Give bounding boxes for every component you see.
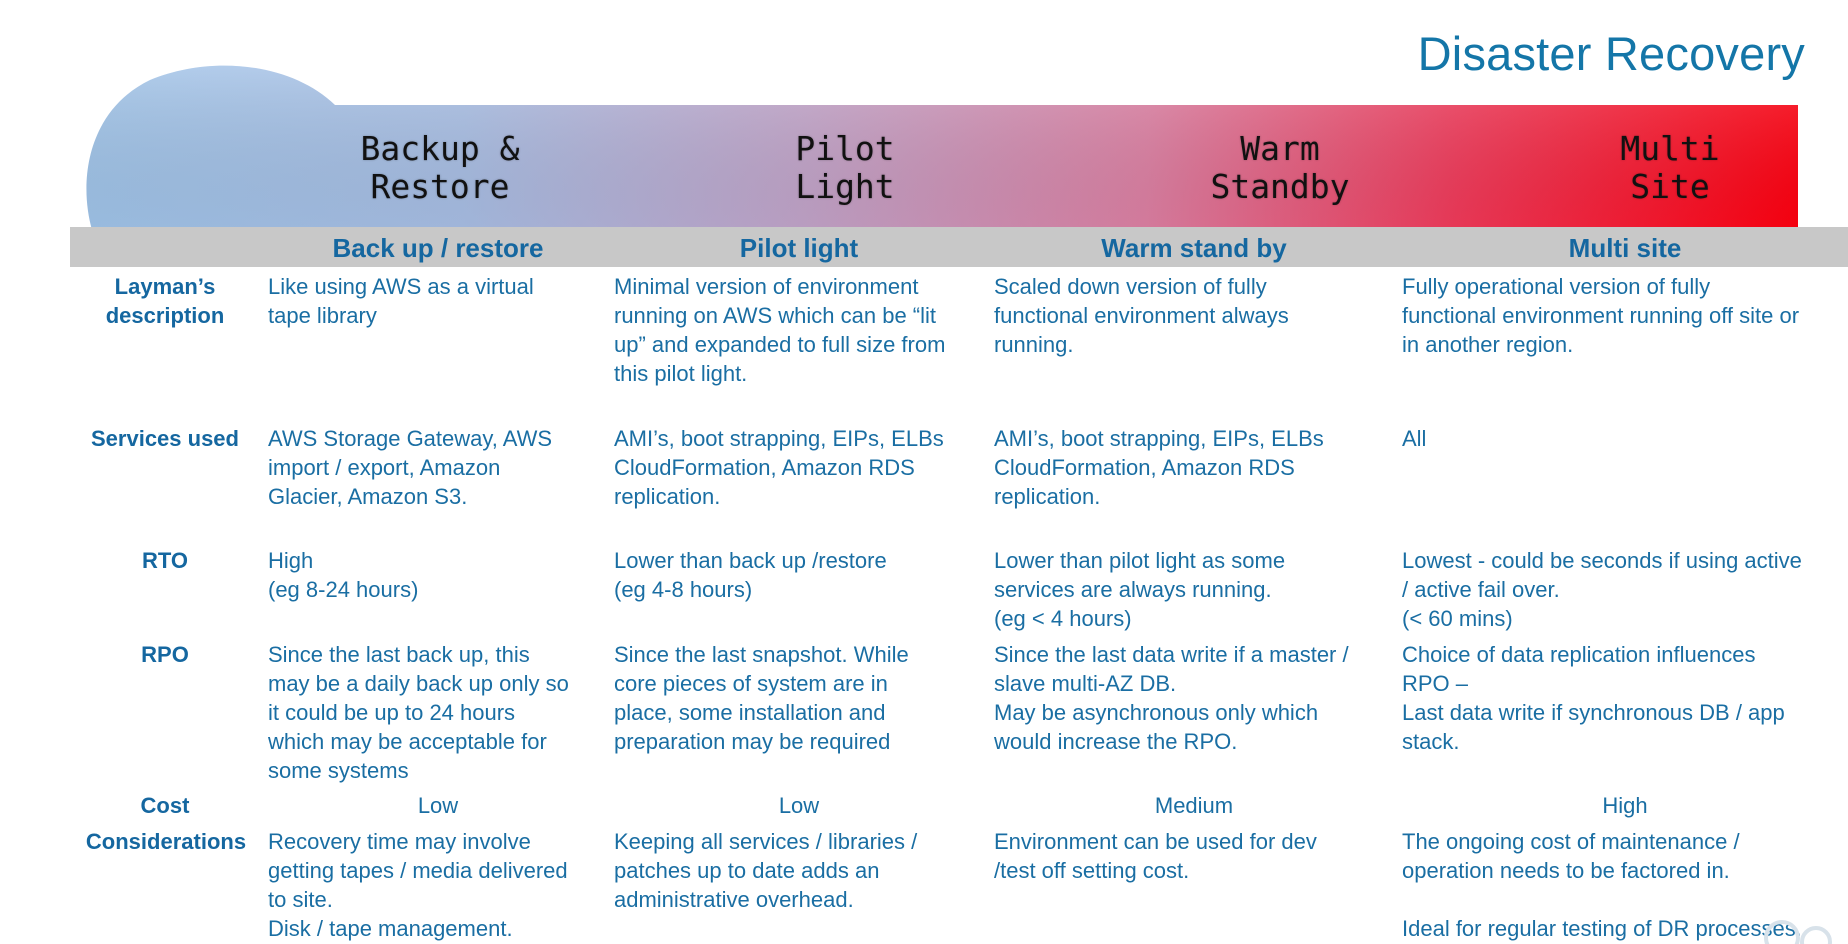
row-label-cost: Cost [140, 793, 190, 818]
cell-rto-multi: Lowest - could be seconds if using active / active fail over. (< 60 mins) [1402, 548, 1802, 631]
cell-considerations-warm: Environment can be used for dev /test off setting cost. [994, 829, 1317, 883]
cell-considerations-multi: The ongoing cost of maintenance / operation needs to be factored in. Ideal for regular testing of DR processes. [1402, 829, 1802, 941]
cell-cost-backup: Low [417, 793, 459, 818]
page-title: Disaster Recovery [1417, 27, 1805, 80]
row-label-services-used: Services used [91, 426, 239, 451]
row-label-layman-description: Layman’s description [105, 274, 225, 328]
column-header-backup-restore: Back up / restore [332, 233, 544, 263]
column-header-pilot-light: Pilot light [739, 233, 859, 263]
cell-rpo-multi: Choice of data replication influences RPO – Last data write if synchronous DB / app stack. [1402, 642, 1785, 754]
cell-layman-warm: Scaled down version of fully functional environment always running. [994, 274, 1289, 357]
cell-cost-pilot: Low [778, 793, 820, 818]
cell-rto-backup: High (eg 8-24 hours) [268, 548, 419, 602]
column-header-multi-site: Multi site [1568, 233, 1682, 263]
column-header-warm-standby: Warm stand by [1101, 233, 1287, 263]
stage-backup-restore: Backup & Restore [360, 129, 520, 206]
cell-services-pilot: AMI’s, boot strapping, EIPs, ELBs CloudFormation, Amazon RDS replication. [614, 426, 944, 509]
cell-layman-backup: Like using AWS as a virtual tape library [268, 274, 534, 328]
cell-services-backup: AWS Storage Gateway, AWS import / export, Amazon Glacier, Amazon S3. [268, 426, 553, 509]
cell-layman-pilot: Minimal version of environment running on AWS which can be “lit up” and expanded to full size from this pilot light. [614, 274, 946, 386]
cell-cost-warm: Medium [1154, 793, 1234, 818]
cell-considerations-backup: Recovery time may involve getting tapes / media delivered to site. Disk / tape management. [268, 829, 568, 941]
cell-rto-warm: Lower than pilot light as some services are always running. (eg < 4 hours) [994, 548, 1286, 631]
cell-cost-multi: High [1602, 793, 1648, 818]
cell-services-warm: AMI’s, boot strapping, EIPs, ELBs CloudFormation, Amazon RDS replication. [994, 426, 1324, 509]
stage-multi-site: Multi Site [1620, 129, 1720, 206]
cell-rpo-warm: Since the last data write if a master / slave multi-AZ DB. May be asynchronous only which would increase the RPO. [994, 642, 1349, 754]
cell-rpo-pilot: Since the last snapshot. While core pieces of system are in place, some installation and preparation may be required [614, 642, 909, 754]
row-label-considerations: Considerations [85, 829, 247, 854]
row-label-rpo: RPO [141, 642, 189, 667]
stage-warm-standby: Warm Standby [1210, 129, 1350, 206]
cell-services-multi: All [1402, 426, 1427, 451]
row-label-rto: RTO [141, 548, 189, 573]
watermark-icon [1752, 908, 1842, 944]
cell-layman-multi: Fully operational version of fully functional environment running off site or in another region. [1402, 274, 1800, 357]
cell-rto-pilot: Lower than back up /restore (eg 4-8 hours) [614, 548, 887, 602]
cell-rpo-backup: Since the last back up, this may be a daily back up only so it could be up to 24 hours which may be acceptable for some systems [268, 642, 569, 783]
stage-pilot-light: Pilot Light [795, 129, 895, 206]
cell-considerations-pilot: Keeping all services / libraries / patches up to date adds an administrative overhead. [614, 829, 918, 912]
